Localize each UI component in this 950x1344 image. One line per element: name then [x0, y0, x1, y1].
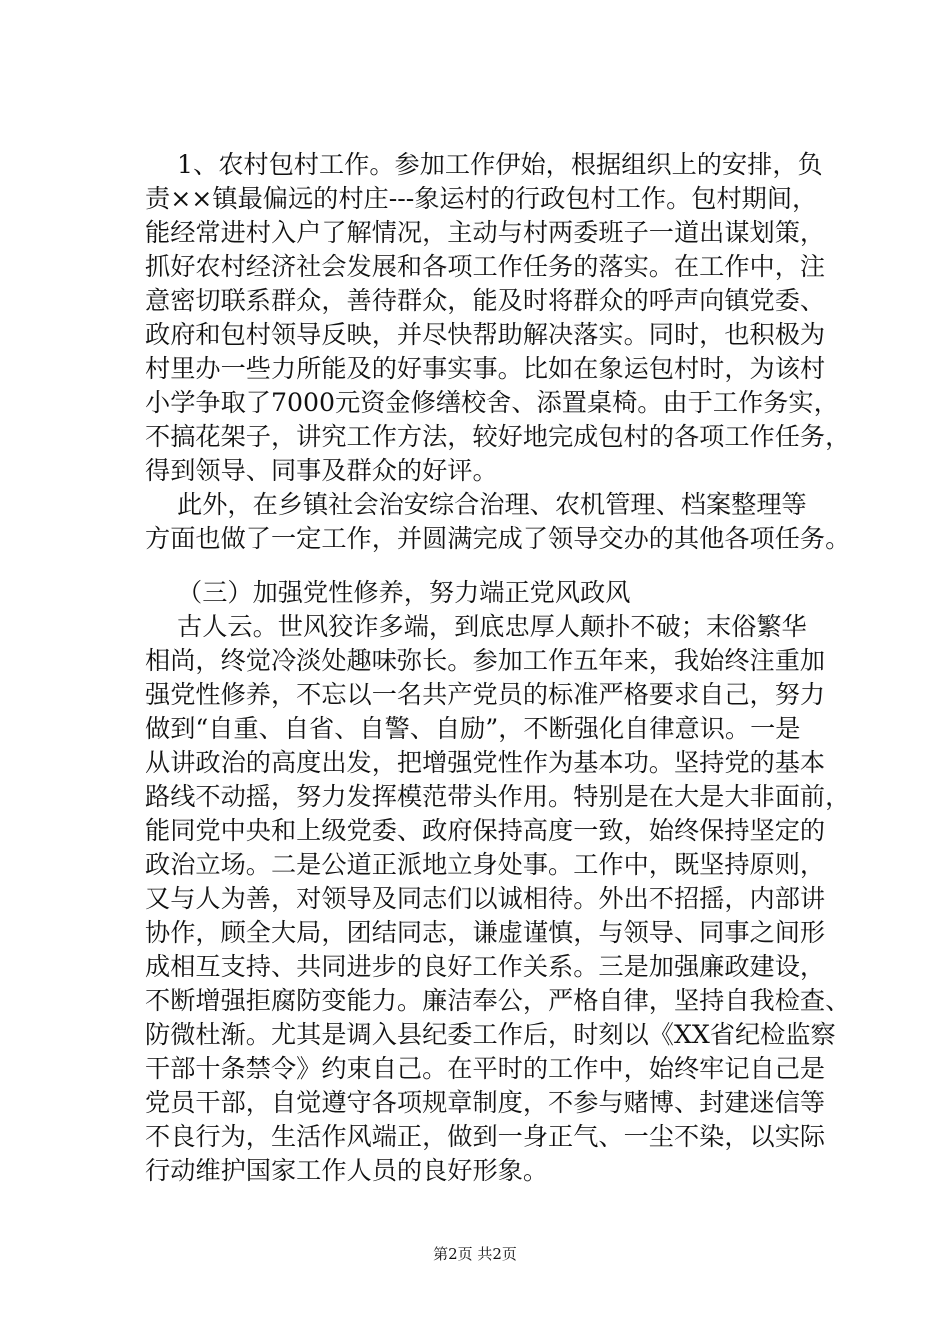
text-line: 政府和包村领导反映，并尽快帮助解决落实。同时，也积极为	[145, 320, 826, 349]
text-line: 从讲政治的高度出发，把增强党性作为基本功。坚持党的基本	[145, 748, 826, 777]
section-heading: （三）加强党性修养，努力端正党风政风	[145, 578, 631, 607]
text-line: 强党性修养，不忘以一名共产党员的标准严格要求自己，努力	[145, 680, 826, 709]
text-line: 意密切联系群众，善待群众，能及时将群众的呼声向镇党委、	[145, 286, 826, 315]
text-line: 不良行为，生活作风端正，做到一身正气、一尘不染，以实际	[145, 1122, 826, 1151]
text-line: 1、农村包村工作。参加工作伊始，根据组织上的安排，负	[145, 150, 823, 179]
page-footer: 第2页 共2页	[433, 1245, 517, 1263]
text-line: 小学争取了7000元资金修缮校舍、添置桌椅。由于工作务实，	[145, 388, 839, 417]
text-line: 成相互支持、共同进步的良好工作关系。三是加强廉政建设，	[145, 952, 826, 981]
text-line: 得到领导、同事及群众的好评。	[145, 456, 498, 485]
text-line: 能经常进村入户了解情况，主动与村两委班子一道出谋划策，	[145, 218, 826, 247]
text-line: 方面也做了一定工作，并圆满完成了领导交办的其他各项任务。	[145, 524, 851, 553]
text-line: 政治立场。二是公道正派地立身处事。工作中，既坚持原则，	[145, 850, 826, 879]
text-line: 此外，在乡镇社会治安综合治理、农机管理、档案整理等	[145, 490, 807, 519]
text-line: 防微杜渐。尤其是调入县纪委工作后，时刻以《XX省纪检监察	[145, 1020, 836, 1049]
text-line: 能同党中央和上级党委、政府保持高度一致，始终保持坚定的	[145, 816, 826, 845]
text-line: 做到“自重、自省、自警、自励”，不断强化自律意识。一是	[145, 714, 801, 743]
text-line: 又与人为善，对领导及同志们以诚相待。外出不招摇，内部讲	[145, 884, 826, 913]
text-line: 村里办一些力所能及的好事实事。比如在象运包村时，为该村	[145, 354, 826, 383]
text-line: 古人云。世风狡诈多端，到底忠厚人颠扑不破；末俗繁华	[145, 612, 807, 641]
text-line: 行动维护国家工作人员的良好形象。	[145, 1156, 548, 1185]
text-line: 相尚，终觉冷淡处趣味弥长。参加工作五年来，我始终注重加	[145, 646, 826, 675]
text-line: 责××镇最偏远的村庄---象运村的行政包村工作。包村期间，	[145, 184, 818, 213]
text-line: 抓好农村经济社会发展和各项工作任务的落实。在工作中，注	[145, 252, 826, 281]
text-line: 干部十条禁令》约束自己。在平时的工作中，始终牢记自己是	[145, 1054, 826, 1083]
text-line: 党员干部，自觉遵守各项规章制度，不参与赌博、封建迷信等	[145, 1088, 826, 1117]
text-line: 不断增强拒腐防变能力。廉洁奉公，严格自律，坚持自我检查、	[145, 986, 851, 1015]
text-line: 协作，顾全大局，团结同志，谦虚谨慎，与领导、同事之间形	[145, 918, 826, 947]
text-line: 路线不动摇，努力发挥模范带头作用。特别是在大是大非面前，	[145, 782, 851, 811]
text-line: 不搞花架子，讲究工作方法，较好地完成包村的各项工作任务，	[145, 422, 851, 451]
